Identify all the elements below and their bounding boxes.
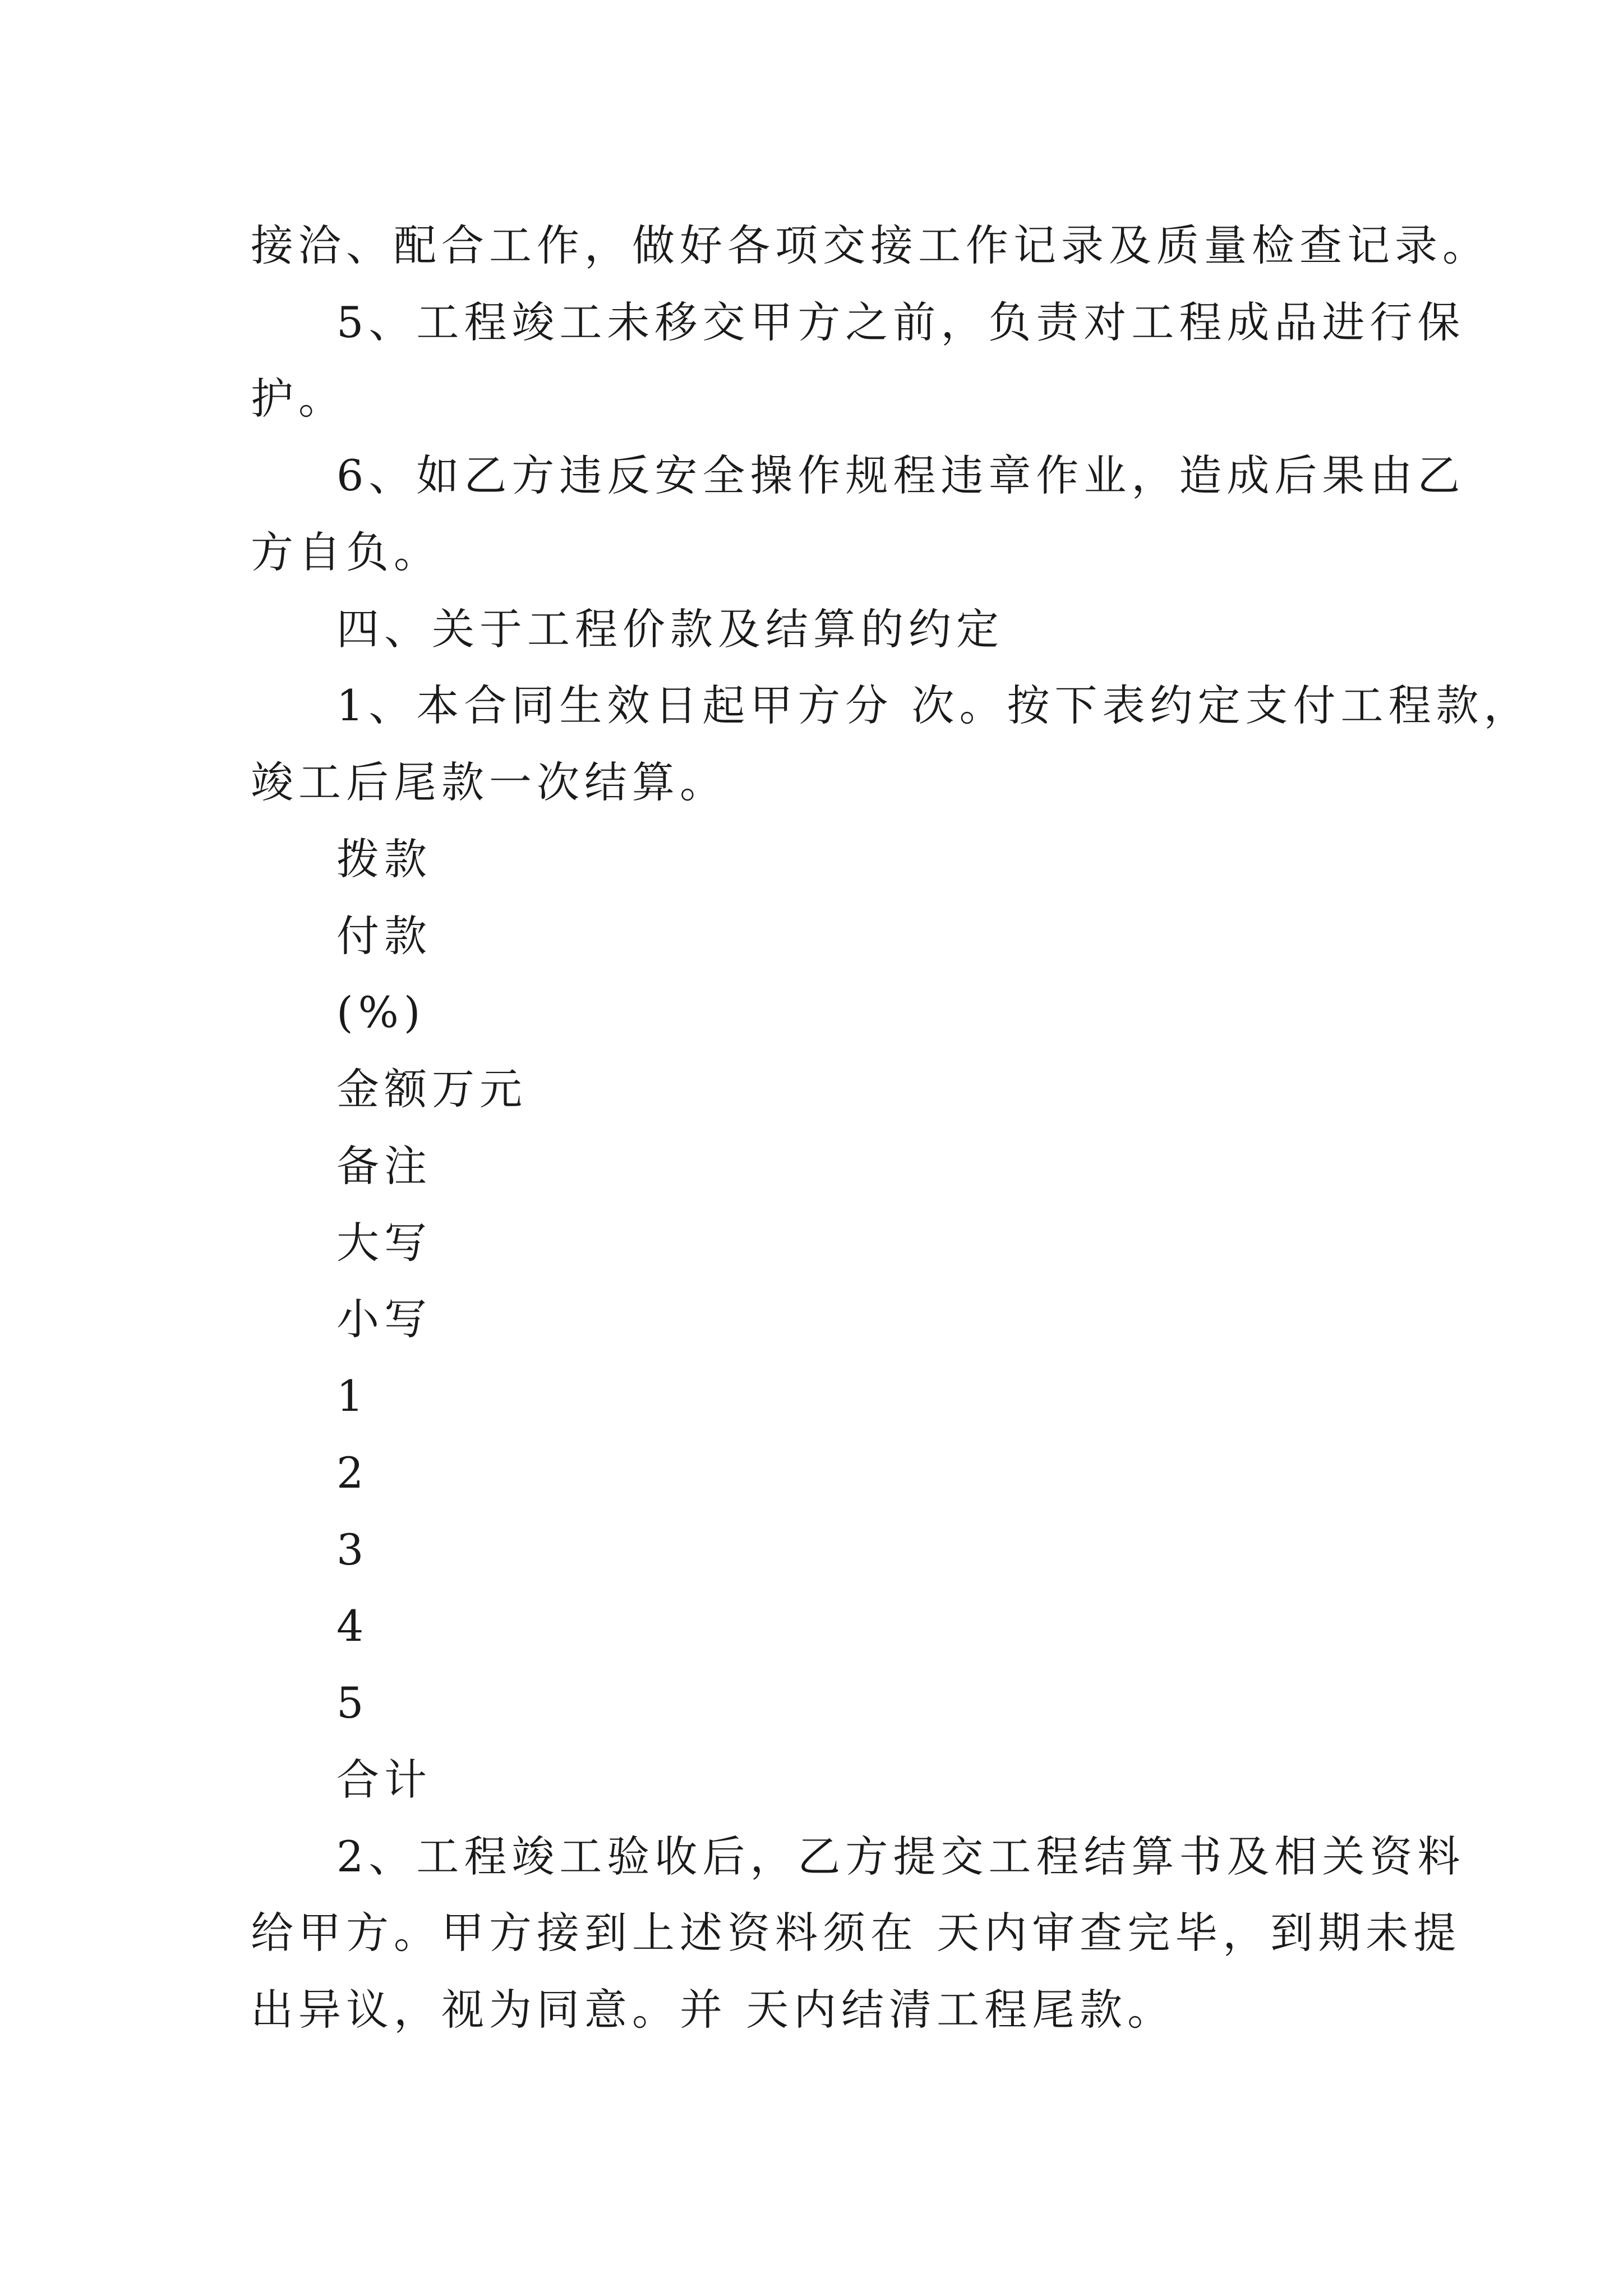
paragraph-line: 竣工后尾款一次结算。 [251,757,727,807]
paragraph-line: 6、如乙方违反安全操作规程违章作业，造成后果由乙 [336,450,1465,500]
table-text: 金额万元 [336,1064,527,1114]
table-text: 拨款 [336,834,432,884]
section-heading: 四、关于工程价款及结算的约定 [336,604,1004,654]
paragraph-line: 接洽、配合工作，做好各项交接工作记录及质量检查记录。 [251,220,1490,270]
table-text: 合计 [336,1755,432,1805]
table-text: 1 [336,1371,369,1421]
table-text: (%) [336,987,426,1037]
table-text: 5 [336,1678,369,1728]
table-text: 3 [336,1525,369,1575]
paragraph-line: 出异议，视为同意。并 天内结清工程尾款。 [251,1985,1175,2035]
paragraph-line: 护。 [251,374,346,424]
paragraph-line: 1、本合同生效日起甲方分 次。按下表约定支付工程款， [336,680,1532,730]
table-text: 备注 [336,1141,432,1191]
table-text: 4 [336,1601,369,1651]
table-text: 2 [336,1448,369,1498]
paragraph-line: 给甲方。甲方接到上述资料须在 天内审查完毕，到期未提 [251,1908,1461,1958]
paragraph-line: 方自负。 [251,527,441,577]
paragraph-line: 5、工程竣工未移交甲方之前，负责对工程成品进行保 [336,297,1465,347]
paragraph-line: 2、工程竣工验收后，乙方提交工程结算书及相关资料 [336,1832,1465,1881]
table-text: 付款 [336,911,432,961]
table-text: 小写 [336,1294,432,1344]
table-text: 大写 [336,1218,432,1268]
